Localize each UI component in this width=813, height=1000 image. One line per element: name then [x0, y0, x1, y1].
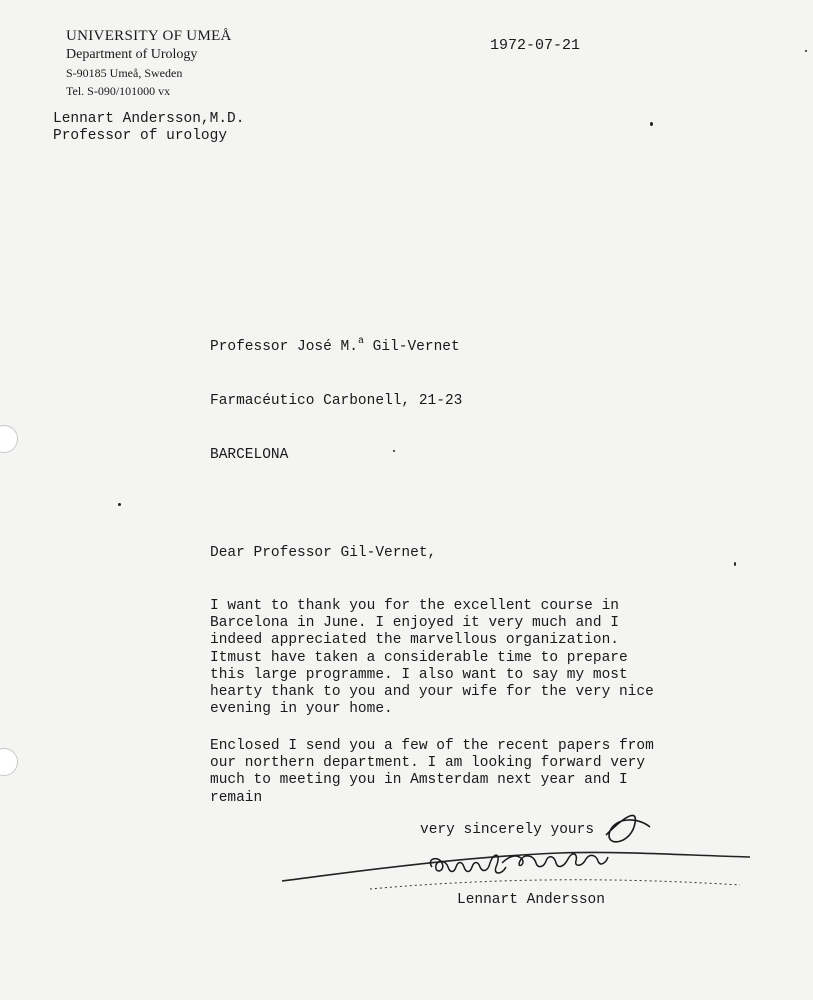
- recipient-street: Farmacéutico Carbonell, 21-23: [210, 393, 463, 409]
- sender-title: Professor of urology: [53, 128, 228, 144]
- paper-speck: [393, 450, 395, 452]
- recipient-name-suffix: Gil-Vernet: [363, 339, 460, 355]
- recipient-city: BARCELONA: [210, 447, 289, 463]
- university-name: UNIVERSITY OF UMEÅ: [66, 28, 232, 44]
- letterhead-telephone: Tel. S-090/101000 vx: [66, 84, 171, 98]
- handwritten-signature-icon: [280, 805, 760, 890]
- closing: very sincerely yours: [420, 822, 595, 838]
- body-paragraph-1: I want to thank you for the excellent course in Barcelona in June. I enjoyed it very much and I indeed appreciated the marvellous organization. Itmust have taken a considerable time to prepare this large programme. I also want to say my most hearty thank to you and your wife for the very nice evening in your home.: [210, 598, 654, 718]
- paper-speck: [805, 50, 807, 52]
- recipient-block: [210, 302, 462, 500]
- punch-hole-top: [0, 425, 18, 453]
- sender-block: [53, 111, 244, 145]
- recipient-name: [210, 338, 462, 356]
- signed-name: Lennart Andersson: [457, 892, 605, 908]
- paper-speck: [118, 503, 121, 506]
- letterhead: [66, 26, 232, 100]
- letterhead-address: S-90185 Umeå, Sweden: [66, 66, 183, 80]
- recipient-name-superscript: a: [357, 336, 364, 347]
- salutation: Dear Professor Gil-Vernet,: [210, 545, 437, 561]
- sender-name: Lennart Andersson,M.D.: [53, 111, 245, 127]
- paper-speck: [650, 122, 653, 126]
- department-name: Department of Urology: [66, 47, 198, 62]
- paper-speck: [734, 562, 736, 566]
- recipient-name-prefix: Professor José M.: [210, 339, 358, 355]
- punch-hole-bottom: [0, 748, 18, 776]
- letter-date: 1972-07-21: [490, 37, 581, 54]
- body-paragraph-2: Enclosed I send you a few of the recent papers from our northern department. I am looking forward very much to meeting you in Amsterdam next year and I remain: [210, 738, 654, 806]
